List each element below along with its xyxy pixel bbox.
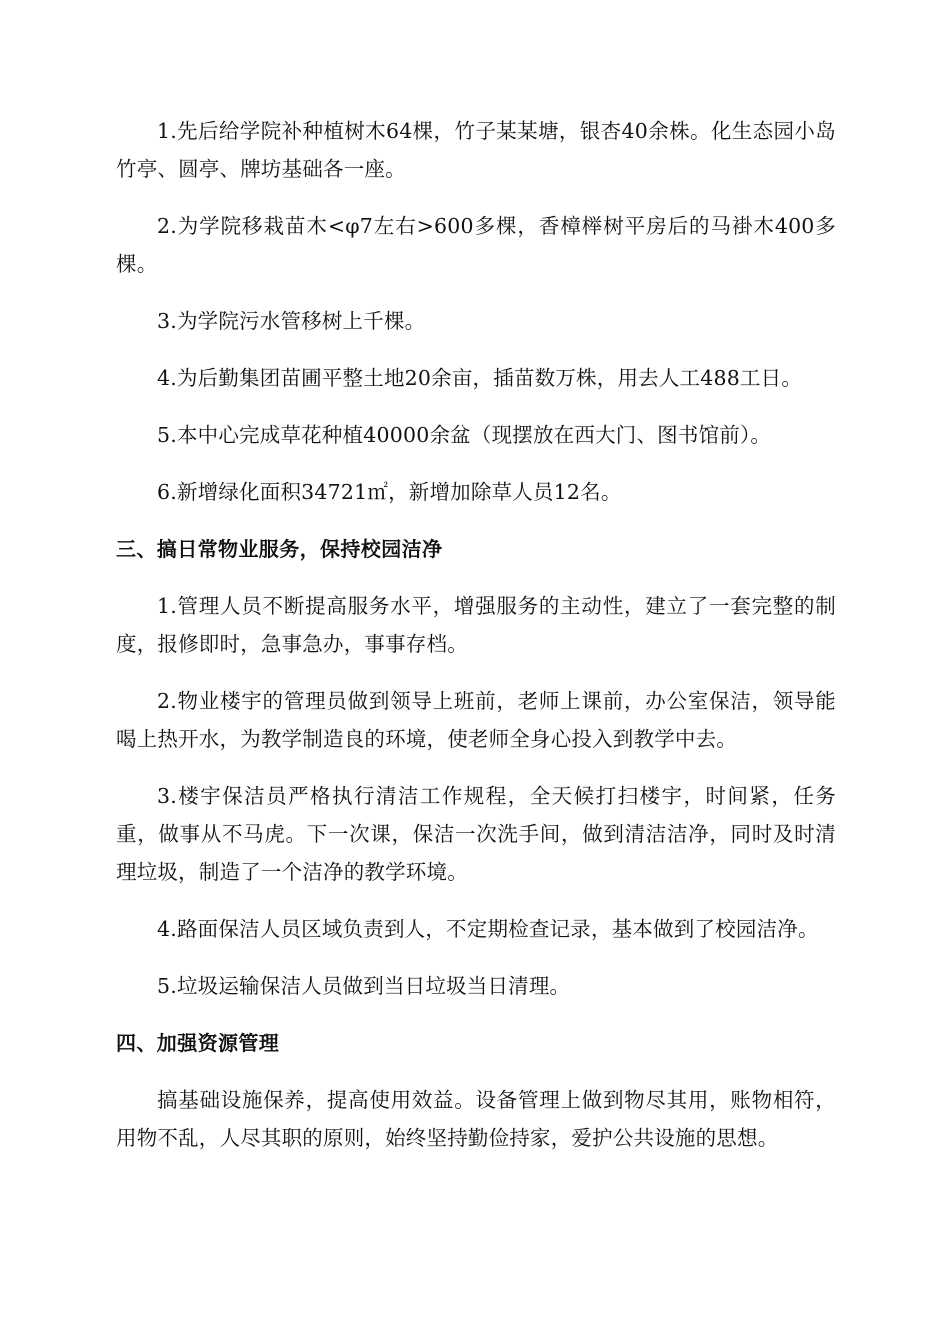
paragraph: 5.垃圾运输保洁人员做到当日垃圾当日清理。 [157, 974, 571, 998]
section-heading: 三、搞日常物业服务，保持校园洁净 [116, 537, 443, 561]
paragraph: 1.管理人员不断提高服务水平，增强服务的主动性，建立了一套完整的制度，报修即时，急事急办，事事存档。 [116, 594, 836, 656]
paragraph: 搞基础设施保养，提高使用效益。设备管理上做到物尽其用，账物相符，用物不乱，人尽其职的原则，始终坚持勤俭持家，爱护公共设施的思想。 [116, 1088, 836, 1150]
paragraph: 1.先后给学院补种植树木64棵，竹子某某塘，银杏40余株。化生态园小岛竹亭、圆亭、牌坊基础各一座。 [116, 119, 836, 181]
document-body [116, 112, 836, 1176]
section-heading: 四、加强资源管理 [116, 1031, 280, 1055]
paragraph: 2.为学院移栽苗木<φ7左右>600多棵，香樟榉树平房后的马褂木400多棵。 [116, 214, 836, 276]
paragraph: 4.路面保洁人员区域负责到人，不定期检查记录，基本做到了校园洁净。 [157, 917, 819, 941]
paragraph: 3.楼宇保洁员严格执行清洁工作规程，全天候打扫楼宇，时间紧，任务重，做事从不马虎。下一次课，保洁一次洗手间，做到清洁洁净，同时及时清理垃圾，制造了一个洁净的教学环境。 [116, 784, 836, 884]
paragraph: 6.新增绿化面积34721㎡，新增加除草人员12名。 [157, 480, 622, 504]
paragraph: 3.为学院污水管移树上千棵。 [157, 309, 426, 333]
paragraph: 4.为后勤集团苗圃平整土地20余亩，插苗数万株，用去人工488工日。 [157, 366, 803, 390]
paragraph: 2.物业楼宇的管理员做到领导上班前，老师上课前，办公室保洁，领导能喝上热开水，为教学制造良的环境，使老师全身心投入到教学中去。 [116, 689, 836, 751]
paragraph: 5.本中心完成草花种植40000余盆（现摆放在西大门、图书馆前）。 [157, 423, 772, 447]
